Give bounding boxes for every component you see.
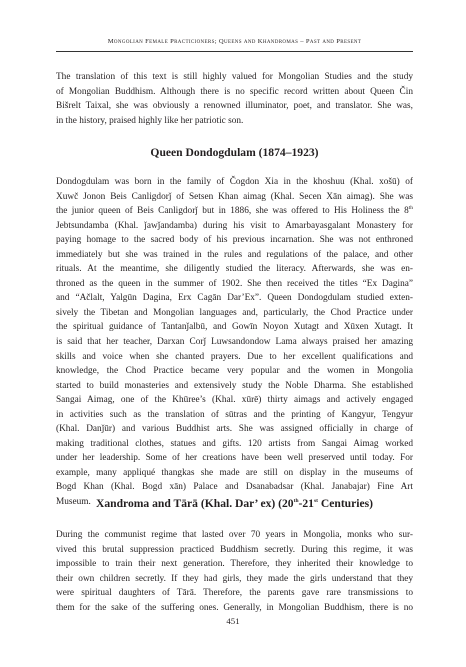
xandroma-paragraph xyxy=(56,528,413,615)
text-line: throned as the queen in the summer of 1902. She then received the titles “Ex Dagina” xyxy=(56,278,413,289)
text-line: Xuwč Jonon Beis Canligdorǰ of Setsen Khan aimag (Khal. Secen Xān aimag). She was xyxy=(56,191,413,202)
text-line xyxy=(56,204,413,219)
section-heading-dondogdulam: Queen Dondogdulam (1874–1923) xyxy=(150,146,319,159)
text-line: During the communist regime that lasted over 70 years in Mongolia, monks who sur- xyxy=(56,530,413,540)
text-line: knowledge, the Chod Practice became very popular and the women in Mongolia xyxy=(56,366,413,377)
heading-part: -21 xyxy=(298,497,314,510)
text-line: sively the Tibetan and Mongolian languages and, particularly, the Chod Practice under xyxy=(56,307,413,318)
text-line: The translation of this text is still highly valued for Mongolian Studies and the study xyxy=(56,72,413,82)
text-line: skills and voice when she chanted prayers. Due to her excellent qualifications and xyxy=(56,351,413,362)
text-line: of Mongolian Buddhism. Although there is no specific record written about Queen Čin xyxy=(56,86,413,97)
text-line: (Khal. Danǰūr) and various Buddhist arts. She was assigned officially in charge of xyxy=(56,424,413,435)
text-line: paying homage to the sacred body of his previous incarnation. She was not enthroned xyxy=(56,235,413,246)
heading-part: Xandroma and Tārā (Khal. Dar’ ex) (20 xyxy=(95,497,294,510)
text-line: started to build monasteries and extensively study the Noble Dharma. She established xyxy=(56,380,413,391)
text-line: under her leadership. Some of her creations have been well preserved until today. For xyxy=(56,453,413,464)
text-line: is said that her teacher, Darxan Corǰ Luwsandondow Lama always praised her amazing xyxy=(56,337,413,348)
text-line: Dondogdulam was born in the family of Čogdon Xia in the khoshuu (Khal. xošū) of xyxy=(56,177,413,187)
superscript: th xyxy=(408,205,413,211)
header-rule xyxy=(56,51,413,52)
text-line: in activities such as the translation of sūtras and the printing of Kangyur, Tengyur xyxy=(56,409,413,420)
section-heading-xandroma xyxy=(56,497,413,510)
superscript: st xyxy=(313,498,318,505)
text-line: Sangai Aimag, one of the Khūree’s (Khal. xūrē) thirty aimags and actively engaged xyxy=(56,395,413,406)
heading-part: Centuries) xyxy=(317,497,374,510)
text-line: were spiritual daughters of Tārā. Therefore, the parents gave rare transmissions to xyxy=(56,588,413,599)
text-line: immediately but she was trained in the rules and regulations of the palace, and other xyxy=(56,249,413,260)
text-line: and “Ačlalt, Yalgūn Dagina, Erx Cagān Dar’Ex”. Queen Dondogdulam studied exten- xyxy=(56,293,413,304)
text-line: impossible to train their next generation. Therefore, they inherited their knowledge to xyxy=(56,559,413,570)
dondogdulam-paragraph xyxy=(56,175,413,510)
text-line: Jebtsundamba (Khal. ǰawǰandamba) during his visit to Amarbayasgalant Monastery for xyxy=(56,220,413,231)
text-line: them for the sake of the suffering ones. Generally, in Mongolian Buddhism, there is no xyxy=(56,602,413,613)
text-line: making traditional clothes, statues and gifts. 120 artists from Sangai Aimag worked xyxy=(56,438,413,449)
text-line: Museum. xyxy=(56,497,91,508)
text-line-part: the junior queen of Beis Canligdorǰ but in 1886, she was offered to His Holiness the 8 xyxy=(56,206,409,217)
text-line: rituals. At the meantime, she diligently studied the literacy. Afterwards, she was en- xyxy=(56,264,413,275)
intro-paragraph xyxy=(56,70,413,128)
text-line: the spiritual guidance of Tantanǰalbū, and Gowīn Noyon Xutagt and Xūxen Xutagt. It xyxy=(56,322,413,333)
text-line: example, many appliqué thangkas she made are still on display in the museums of xyxy=(56,467,413,478)
text-line: vived this brutal suppression practiced Buddhism secretly. During this regime, it was xyxy=(56,544,413,555)
page-number: 451 xyxy=(226,616,240,626)
text-line: their own children secretly. If they had girls, they made the girls understand that they xyxy=(56,573,413,584)
superscript: th xyxy=(293,498,299,505)
text-line: Bogd Khan (Khal. Bogd xān) Palace and Dsanabadsar (Khal. Janabajar) Fine Art xyxy=(56,482,413,493)
text-line: in the history, praised highly like her patriotic son. xyxy=(56,115,244,126)
running-head: Mongolian Female Practicioners; Queens and Khandromas – Past and Present xyxy=(107,38,362,45)
text-line: Bišrelt Taixal, she was obviously a renowned illuminator, poet, and translator. She was, xyxy=(56,101,413,112)
